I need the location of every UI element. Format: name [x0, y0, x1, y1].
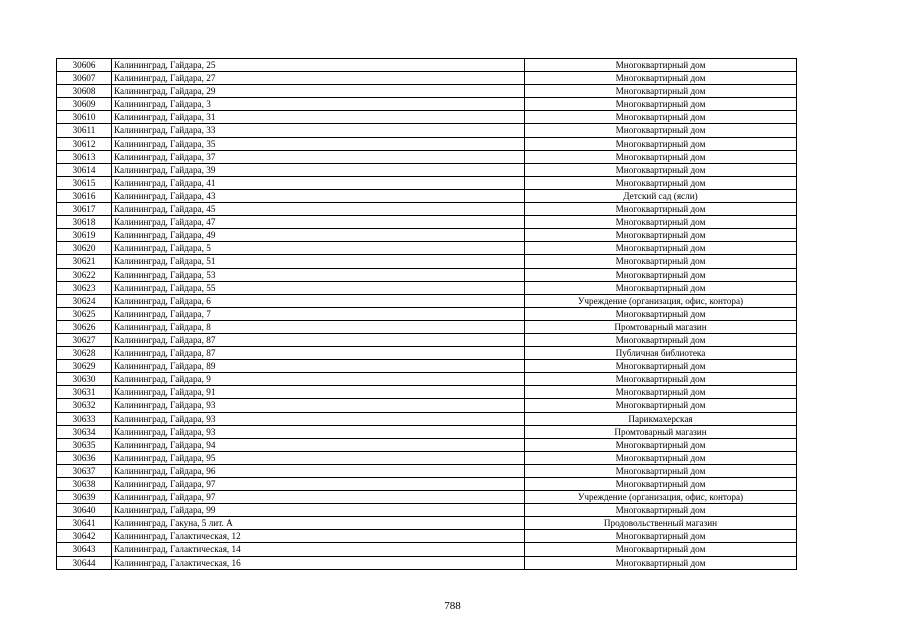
- id-cell: 30640: [57, 504, 112, 517]
- address-table: [56, 58, 797, 570]
- id-cell: 30620: [57, 242, 112, 255]
- table-row: [57, 255, 797, 268]
- address-cell: Калининград, Гайдара, 87: [112, 333, 525, 346]
- table-row: [57, 425, 797, 438]
- address-cell: Калининград, Гайдара, 35: [112, 137, 525, 150]
- table-row: [57, 530, 797, 543]
- table-row: [57, 216, 797, 229]
- id-cell: 30629: [57, 360, 112, 373]
- object-type-cell: Многоквартирный дом: [525, 281, 797, 294]
- object-type-cell: Многоквартирный дом: [525, 373, 797, 386]
- address-cell: Калининград, Гайдара, 25: [112, 59, 525, 72]
- object-type-cell: Многоквартирный дом: [525, 229, 797, 242]
- id-cell: 30607: [57, 72, 112, 85]
- address-cell: Калининград, Гайдара, 87: [112, 347, 525, 360]
- address-cell: Калининград, Гакуна, 5 лит. А: [112, 517, 525, 530]
- id-cell: 30627: [57, 333, 112, 346]
- table-row: [57, 373, 797, 386]
- address-cell: Калининград, Гайдара, 31: [112, 111, 525, 124]
- address-cell: Калининград, Гайдара, 47: [112, 216, 525, 229]
- id-cell: 30626: [57, 320, 112, 333]
- object-type-cell: Продовольственный магазин: [525, 517, 797, 530]
- address-cell: Калининград, Гайдара, 7: [112, 307, 525, 320]
- object-type-cell: Многоквартирный дом: [525, 504, 797, 517]
- address-cell: Калининград, Гайдара, 51: [112, 255, 525, 268]
- id-cell: 30625: [57, 307, 112, 320]
- object-type-cell: Многоквартирный дом: [525, 543, 797, 556]
- table-row: [57, 111, 797, 124]
- id-cell: 30632: [57, 399, 112, 412]
- table-row: [57, 464, 797, 477]
- address-cell: Калининград, Гайдара, 89: [112, 360, 525, 373]
- table-row: [57, 333, 797, 346]
- page-number: 788: [444, 600, 461, 612]
- address-cell: Калининград, Галактическая, 14: [112, 543, 525, 556]
- table-row: [57, 307, 797, 320]
- address-cell: Калининград, Гайдара, 53: [112, 268, 525, 281]
- object-type-cell: Многоквартирный дом: [525, 176, 797, 189]
- object-type-cell: Парикмахерская: [525, 412, 797, 425]
- address-cell: Калининград, Гайдара, 96: [112, 464, 525, 477]
- address-cell: Калининград, Гайдара, 33: [112, 124, 525, 137]
- table-row: [57, 491, 797, 504]
- id-cell: 30614: [57, 163, 112, 176]
- table-row: [57, 163, 797, 176]
- id-cell: 30610: [57, 111, 112, 124]
- object-type-cell: Многоквартирный дом: [525, 438, 797, 451]
- object-type-cell: Многоквартирный дом: [525, 307, 797, 320]
- object-type-cell: Промтоварный магазин: [525, 320, 797, 333]
- object-type-cell: Многоквартирный дом: [525, 98, 797, 111]
- object-type-cell: Многоквартирный дом: [525, 59, 797, 72]
- id-cell: 30644: [57, 556, 112, 569]
- id-cell: 30636: [57, 451, 112, 464]
- object-type-cell: Многоквартирный дом: [525, 464, 797, 477]
- id-cell: 30622: [57, 268, 112, 281]
- address-cell: Калининград, Гайдара, 45: [112, 203, 525, 216]
- table-row: [57, 176, 797, 189]
- id-cell: 30643: [57, 543, 112, 556]
- id-cell: 30613: [57, 150, 112, 163]
- object-type-cell: Многоквартирный дом: [525, 386, 797, 399]
- address-cell: Калининград, Галактическая, 12: [112, 530, 525, 543]
- id-cell: 30637: [57, 464, 112, 477]
- table-row: [57, 556, 797, 569]
- id-cell: 30621: [57, 255, 112, 268]
- id-cell: 30642: [57, 530, 112, 543]
- address-cell: Калининград, Галактическая, 16: [112, 556, 525, 569]
- table-row: [57, 412, 797, 425]
- object-type-cell: Учреждение (организация, офис, контора): [525, 294, 797, 307]
- id-cell: 30608: [57, 85, 112, 98]
- address-cell: Калининград, Гайдара, 93: [112, 412, 525, 425]
- object-type-cell: Многоквартирный дом: [525, 163, 797, 176]
- id-cell: 30641: [57, 517, 112, 530]
- object-type-cell: Многоквартирный дом: [525, 150, 797, 163]
- id-cell: 30628: [57, 347, 112, 360]
- object-type-cell: Многоквартирный дом: [525, 137, 797, 150]
- table-row: [57, 229, 797, 242]
- table-row: [57, 294, 797, 307]
- address-cell: Калининград, Гайдара, 43: [112, 189, 525, 202]
- table-row: [57, 72, 797, 85]
- id-cell: 30615: [57, 176, 112, 189]
- id-cell: 30612: [57, 137, 112, 150]
- table-row: [57, 360, 797, 373]
- object-type-cell: Многоквартирный дом: [525, 360, 797, 373]
- id-cell: 30616: [57, 189, 112, 202]
- id-cell: 30624: [57, 294, 112, 307]
- table-row: [57, 438, 797, 451]
- address-cell: Калининград, Гайдара, 9: [112, 373, 525, 386]
- object-type-cell: Многоквартирный дом: [525, 530, 797, 543]
- id-cell: 30639: [57, 491, 112, 504]
- id-cell: 30630: [57, 373, 112, 386]
- object-type-cell: Публичная библиотека: [525, 347, 797, 360]
- table-row: [57, 124, 797, 137]
- table-row: [57, 517, 797, 530]
- id-cell: 30623: [57, 281, 112, 294]
- object-type-cell: Учреждение (организация, офис, контора): [525, 491, 797, 504]
- table-row: [57, 320, 797, 333]
- address-cell: Калининград, Гайдара, 29: [112, 85, 525, 98]
- address-cell: Калининград, Гайдара, 93: [112, 399, 525, 412]
- address-cell: Калининград, Гайдара, 94: [112, 438, 525, 451]
- object-type-cell: Многоквартирный дом: [525, 478, 797, 491]
- table-row: [57, 478, 797, 491]
- object-type-cell: Многоквартирный дом: [525, 399, 797, 412]
- object-type-cell: Многоквартирный дом: [525, 451, 797, 464]
- address-cell: Калининград, Гайдара, 41: [112, 176, 525, 189]
- object-type-cell: Многоквартирный дом: [525, 85, 797, 98]
- address-cell: Калининград, Гайдара, 3: [112, 98, 525, 111]
- table-row: [57, 281, 797, 294]
- table-row: [57, 59, 797, 72]
- address-cell: Калининград, Гайдара, 27: [112, 72, 525, 85]
- table-row: [57, 203, 797, 216]
- table-row: [57, 451, 797, 464]
- id-cell: 30635: [57, 438, 112, 451]
- address-cell: Калининград, Гайдара, 5: [112, 242, 525, 255]
- table-row: [57, 543, 797, 556]
- address-cell: Калининград, Гайдара, 37: [112, 150, 525, 163]
- object-type-cell: Многоквартирный дом: [525, 124, 797, 137]
- table-row: [57, 189, 797, 202]
- id-cell: 30631: [57, 386, 112, 399]
- address-cell: Калининград, Гайдара, 93: [112, 425, 525, 438]
- object-type-cell: Многоквартирный дом: [525, 111, 797, 124]
- object-type-cell: Многоквартирный дом: [525, 72, 797, 85]
- table-row: [57, 268, 797, 281]
- address-cell: Калининград, Гайдара, 39: [112, 163, 525, 176]
- object-type-cell: Многоквартирный дом: [525, 242, 797, 255]
- object-type-cell: Детский сад (ясли): [525, 189, 797, 202]
- object-type-cell: Многоквартирный дом: [525, 333, 797, 346]
- table-row: [57, 98, 797, 111]
- table-row: [57, 85, 797, 98]
- id-cell: 30606: [57, 59, 112, 72]
- table-row: [57, 399, 797, 412]
- address-cell: Калининград, Гайдара, 49: [112, 229, 525, 242]
- table-row: [57, 137, 797, 150]
- id-cell: 30609: [57, 98, 112, 111]
- table-row: [57, 347, 797, 360]
- table-row: [57, 242, 797, 255]
- address-cell: Калининград, Гайдара, 91: [112, 386, 525, 399]
- object-type-cell: Многоквартирный дом: [525, 203, 797, 216]
- table-row: [57, 150, 797, 163]
- object-type-cell: Промтоварный магазин: [525, 425, 797, 438]
- object-type-cell: Многоквартирный дом: [525, 556, 797, 569]
- address-cell: Калининград, Гайдара, 97: [112, 478, 525, 491]
- id-cell: 30611: [57, 124, 112, 137]
- address-cell: Калининград, Гайдара, 97: [112, 491, 525, 504]
- object-type-cell: Многоквартирный дом: [525, 216, 797, 229]
- address-table-body: [57, 59, 797, 570]
- table-row: [57, 504, 797, 517]
- address-cell: Калининград, Гайдара, 95: [112, 451, 525, 464]
- table-row: [57, 386, 797, 399]
- id-cell: 30617: [57, 203, 112, 216]
- object-type-cell: Многоквартирный дом: [525, 255, 797, 268]
- address-cell: Калининград, Гайдара, 55: [112, 281, 525, 294]
- id-cell: 30618: [57, 216, 112, 229]
- id-cell: 30634: [57, 425, 112, 438]
- address-cell: Калининград, Гайдара, 99: [112, 504, 525, 517]
- id-cell: 30633: [57, 412, 112, 425]
- id-cell: 30619: [57, 229, 112, 242]
- object-type-cell: Многоквартирный дом: [525, 268, 797, 281]
- id-cell: 30638: [57, 478, 112, 491]
- address-cell: Калининград, Гайдара, 6: [112, 294, 525, 307]
- address-cell: Калининград, Гайдара, 8: [112, 320, 525, 333]
